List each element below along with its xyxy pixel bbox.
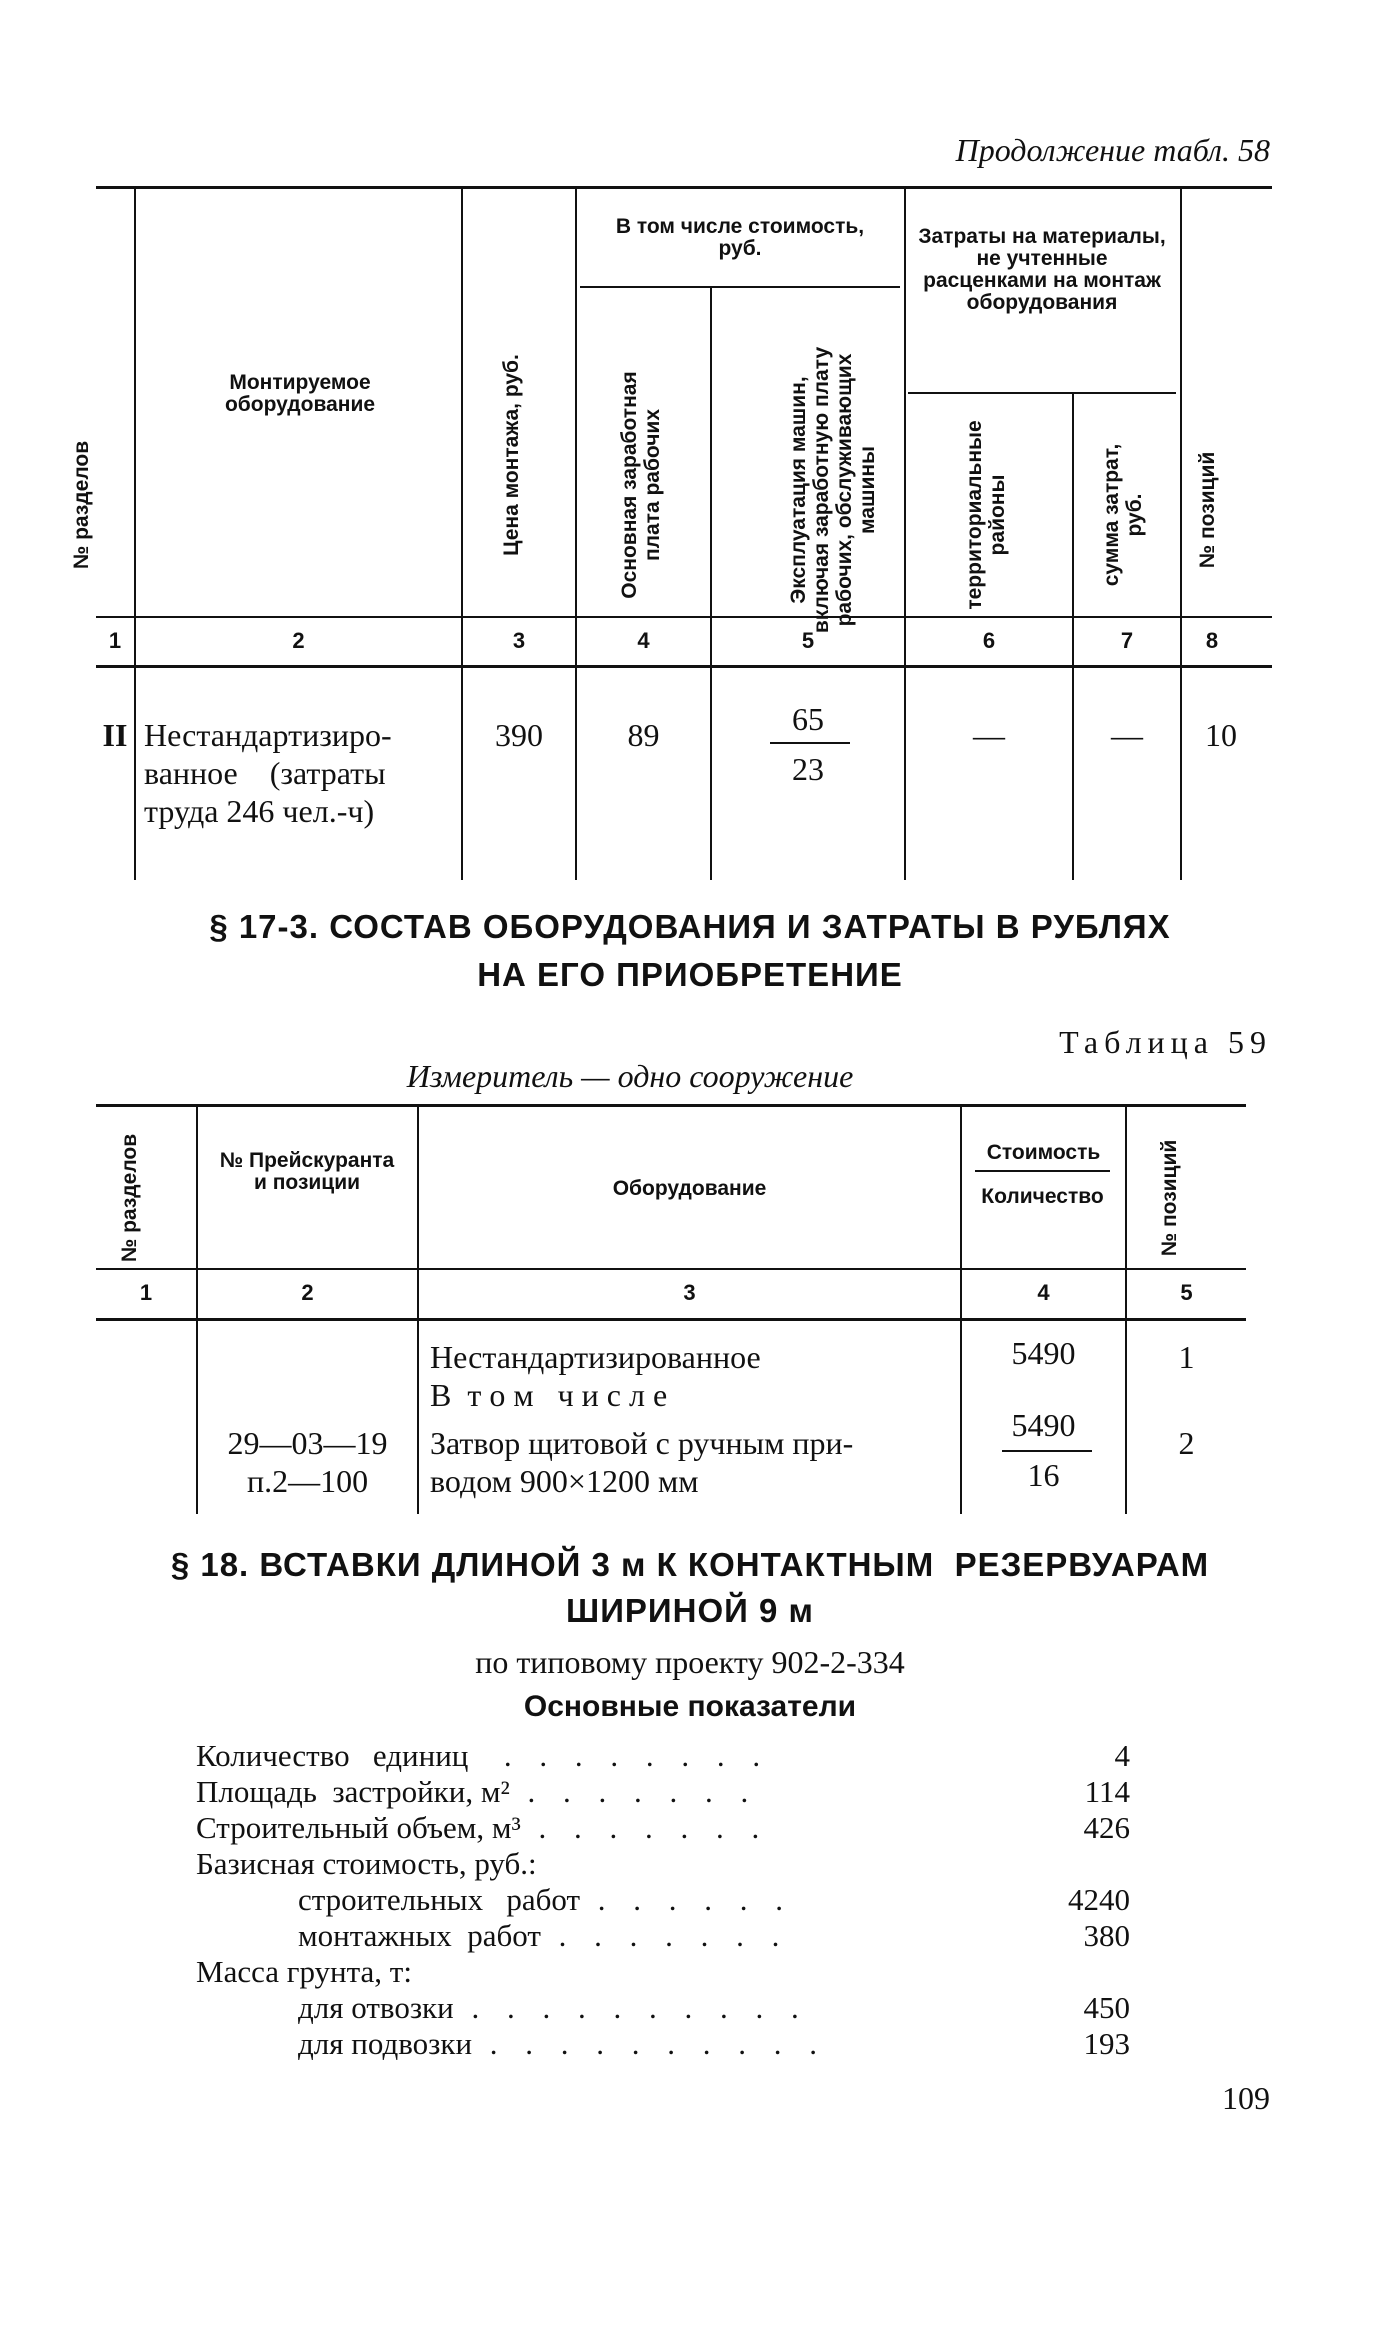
row-base-wage: 89 — [627, 717, 660, 753]
row-equipment-line: труда 246 чел.-ч) — [144, 793, 375, 829]
indicator-row: строительных работ . . . . . . — [298, 1882, 794, 1917]
row-equipment-line: ванное (затраты — [144, 755, 386, 791]
row-price: 390 — [495, 717, 543, 753]
section-18-title-line2: ШИРИНОЙ 9 м — [566, 1592, 814, 1629]
indicators-title: Основные показатели — [523, 1690, 857, 1723]
indicator-label: для подвозки — [298, 2026, 473, 2061]
indicator-row: Строительный объем, м³ . . . . . . . — [196, 1810, 770, 1845]
indicator-row — [196, 1954, 412, 1990]
col-num: 4 — [637, 628, 650, 653]
indicator-row: монтажных работ . . . . . . . — [298, 1918, 790, 1953]
t59-row-quantity: 16 — [1027, 1457, 1060, 1493]
indicator-label: Масса грунта, т: — [196, 1954, 412, 1989]
indicator-label: Базисная стоимость, руб.: — [196, 1846, 537, 1881]
header-including: В том числе стоимость, руб. — [615, 215, 865, 260]
measure-label: Измеритель — одно сооружение — [406, 1058, 854, 1094]
indicator-value: 4 — [1114, 1738, 1130, 1773]
table-59-label: Таблица 59 — [1059, 1024, 1272, 1060]
header-materials: Затраты на материалы, не учтенные расценками на монтаж оборудования — [918, 225, 1166, 314]
indicator-value: 193 — [1083, 2026, 1130, 2061]
indicator-value: 380 — [1083, 1918, 1130, 1953]
t59-header-quantity: Количество — [981, 1185, 1104, 1208]
indicator-value: 426 — [1083, 1810, 1130, 1845]
t59-row-price-list: 29—03—19 — [227, 1425, 388, 1461]
t59-row-position: 2 — [1178, 1425, 1195, 1461]
t59-row-price-list: п.2—100 — [246, 1463, 369, 1499]
t59-row-value: 5490 — [1011, 1335, 1076, 1371]
header-territorial: территориальные районы — [963, 420, 1009, 610]
header-sum: сумма затрат, руб. — [1100, 443, 1146, 587]
header-machines: Эксплуатация машин, включая заработную плату рабочих, обслуживающих машины — [787, 346, 879, 634]
header-section-no: № разделов — [70, 440, 93, 570]
header-base-wage: Основная заработная плата рабочих — [618, 371, 664, 599]
col-num: 8 — [1205, 628, 1219, 653]
indicator-value: 4240 — [1068, 1882, 1130, 1917]
page-number: 109 — [1222, 2080, 1270, 2116]
header-price: Цена монтажа, руб. — [500, 354, 523, 556]
col-num: 7 — [1120, 628, 1134, 653]
col-num: 5 — [801, 628, 815, 653]
indicator-value: 450 — [1083, 1990, 1130, 2025]
t59-row-cost: 5490 — [1011, 1407, 1076, 1443]
section-18-subtitle: по типовому проекту 902-2-334 — [475, 1644, 905, 1680]
indicator-row: для отвозки . . . . . . . . . . — [298, 1990, 809, 2025]
indicator-row: Площадь застройки, м² . . . . . . . — [196, 1774, 759, 1809]
col-num: 6 — [982, 628, 996, 653]
t59-col-num: 1 — [139, 1280, 153, 1305]
t59-header-section-no: № разделов — [118, 1133, 141, 1263]
t59-col-num: 2 — [301, 1280, 314, 1305]
indicator-row: для подвозки . . . . . . . . . . — [298, 2026, 828, 2061]
col-num: 3 — [512, 628, 526, 653]
t59-row-position: 1 — [1178, 1339, 1195, 1375]
section-17-3-title: § 17-3. СОСТАВ ОБОРУДОВАНИЯ И ЗАТРАТЫ В РУБЛЯХ — [209, 908, 1171, 945]
t59-header-price-list: № Прейскуранта и позиции — [219, 1149, 395, 1194]
t59-header-position-no: № позиций — [1158, 1139, 1181, 1257]
t59-row-including: В т о м ч и с л е — [430, 1377, 668, 1413]
row-sum: — — [1111, 717, 1143, 753]
row-section: II — [102, 717, 128, 753]
indicator-label: Площадь застройки, м² — [196, 1774, 510, 1809]
header-position-no: № позиций — [1196, 451, 1219, 569]
row-machines-top: 65 — [792, 701, 824, 737]
indicator-label: Строительный объем, м³ — [196, 1810, 521, 1845]
col-num: 2 — [292, 628, 305, 653]
section-17-3-title-line2: НА ЕГО ПРИОБРЕТЕНИЕ — [477, 956, 903, 993]
indicator-row: Количество единиц . . . . . . . . — [196, 1738, 771, 1773]
section-18-title: § 18. ВСТАВКИ ДЛИНОЙ 3 м К КОНТАКТНЫМ РЕЗЕРВУАРАМ — [170, 1546, 1210, 1583]
t59-col-num: 3 — [683, 1280, 696, 1305]
indicator-label: для отвозки — [298, 1990, 454, 2025]
indicator-row — [196, 1846, 537, 1882]
indicator-value: 114 — [1084, 1774, 1130, 1809]
indicator-label: строительных работ — [298, 1882, 581, 1917]
t59-row-equipment: водом 900×1200 мм — [430, 1463, 699, 1499]
t59-col-num: 5 — [1180, 1280, 1193, 1305]
header-equipment: Монтируемое оборудование — [224, 371, 376, 416]
row-territorial: — — [973, 717, 1005, 753]
t59-header-cost: Стоимость — [986, 1141, 1101, 1164]
t59-col-num: 4 — [1037, 1280, 1050, 1305]
row-machines-bottom: 23 — [792, 751, 824, 787]
continuation-label: Продолжение табл. 58 — [955, 132, 1270, 168]
indicator-label: Количество единиц — [196, 1738, 469, 1773]
t59-row-equipment: Затвор щитовой с ручным при- — [430, 1425, 854, 1461]
row-equipment-line: Нестандартизиро- — [144, 717, 392, 753]
col-num: 1 — [108, 628, 122, 653]
row-position: 10 — [1205, 717, 1237, 753]
indicator-label: монтажных работ — [298, 1918, 541, 1953]
t59-row-equipment: Нестандартизированное — [430, 1339, 761, 1375]
t59-header-equipment: Оборудование — [612, 1177, 767, 1200]
